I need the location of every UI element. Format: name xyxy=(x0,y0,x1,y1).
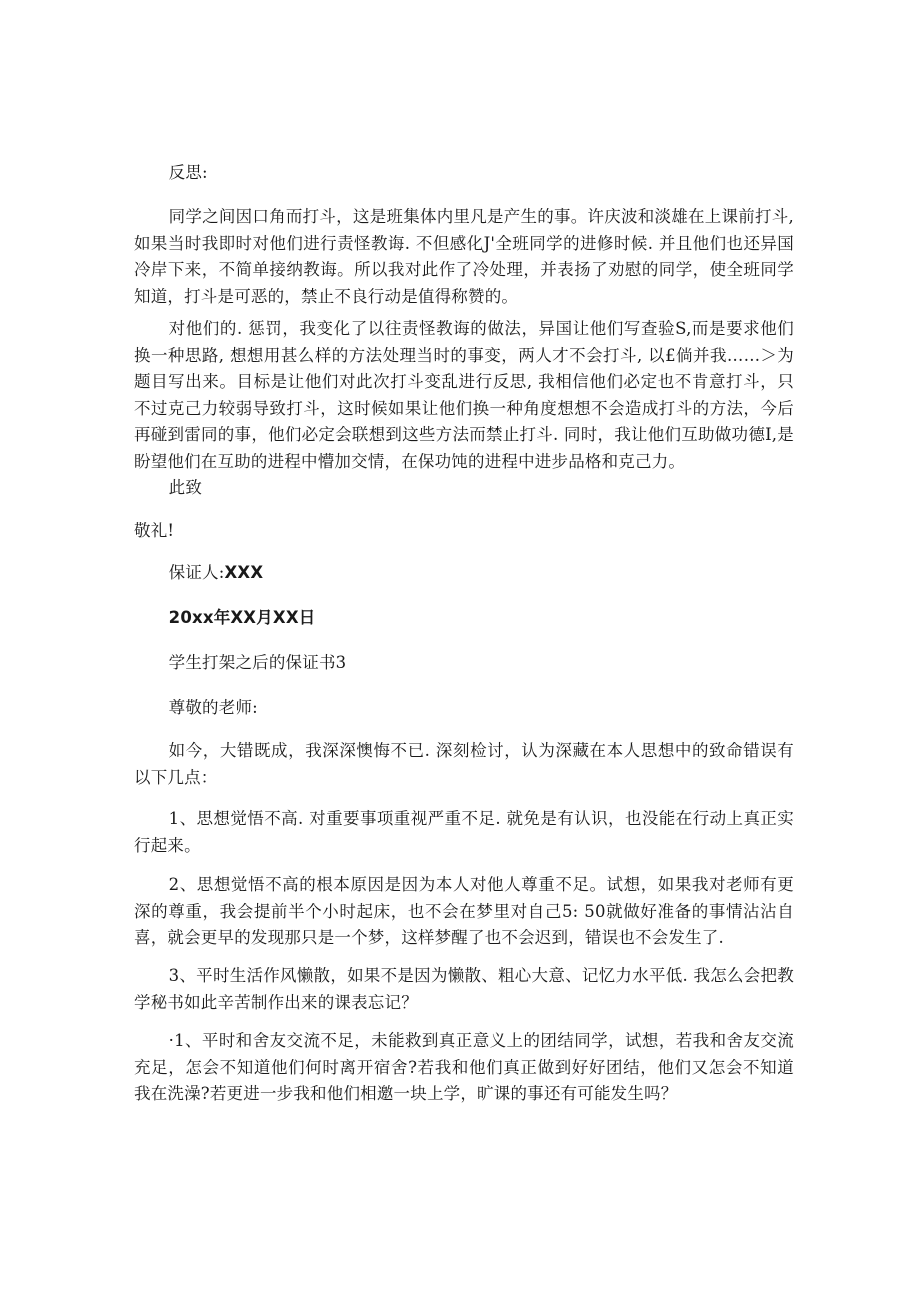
intro-paragraph: 如今，大错既成，我深深懊悔不已. 深刻检讨，认为深藏在本人思想中的致命错误有以下几点： xyxy=(134,741,794,787)
signature-date: 20xx年XX月XX日 xyxy=(168,608,316,627)
reflection-paragraph-2: 对他们的. 惩罚，我变化了以往责怪教诲的做法，异国让他们写查验S,而是要求他们换一种思路, 想想用甚么样的方法处理当时的事变，两人才不会打斗, 以£倘并我……＞为题目写出来。目标是让他们对此次打斗变乱进行反思, 我相信他们必定也不肯意打斗，只不过克己力较弱导致打斗，这时候如果让他们换一种角度想想不会造成打斗的方法，今后再碰到雷同的事，他们必定会联想到这些方法而禁止打斗. 同时，我让他们互助做功德I,是盼望他们在互助的进程中懵加交情，在保功饨的进程中进步品格和克己力。 xyxy=(134,319,794,471)
guarantor-line xyxy=(134,560,794,587)
guarantor-label: 保证人: xyxy=(168,563,225,582)
salutation: 尊敬的老师: xyxy=(168,698,258,717)
point-1: 1、思想觉悟不高. 对重要事项重视严重不足. 就免是有认识，也没能在行动上真正实行起来。 xyxy=(134,809,794,855)
closing-line-2: 敬礼! xyxy=(134,521,175,540)
point-3: 3、平时生活作风懒散，如果不是因为懒散、粗心大意、记忆力水平低. 我怎么会把教学秘书如此辛苦制作出来的课表忘记？ xyxy=(134,966,794,1012)
reflection-paragraph-1: 同学之间因口角而打斗，这是班集体内里凡是产生的事。许庆波和淡雄在上课前打斗, 如果当时我即时对他们进行责怪教诲. 不但感化J'全班同学的进修时候. 并且他们也还异国冷岸下来，不简单接纳教诲。所以我对此作了冷处理，并表扬了劝慰的同学，使全班同学知道，打斗是可恶的，禁止不良行动是值得称赞的。 xyxy=(134,207,794,306)
closing-line-1: 此致 xyxy=(168,478,203,497)
section-title: 学生打架之后的保证书3 xyxy=(168,653,347,672)
point-4: ·1、平时和舍友交流不足，未能救到真正意义上的团结同学，试想，若我和舍友交流充足，怎会不知道他们何时离开宿舍?若我和他们真正做到好好团结，他们又怎会不知道我在洗澡?若更进一步我和他们相邀一块上学，旷课的事还有可能发生吗？ xyxy=(134,1031,794,1103)
guarantor-name: XXX xyxy=(224,563,264,582)
point-2: 2、思想觉悟不高的根本原因是因为本人对他人尊重不足。试想，如果我对老师有更深的尊重，我会提前半个小时起床，也不会在梦里对自己5: 50就做好准备的事情沾沾自喜，就会更早的发现那只是一个梦，这样梦醒了也不会迟到，错误也不会发生了. xyxy=(134,875,794,947)
reflection-heading: 反思: xyxy=(168,163,208,182)
